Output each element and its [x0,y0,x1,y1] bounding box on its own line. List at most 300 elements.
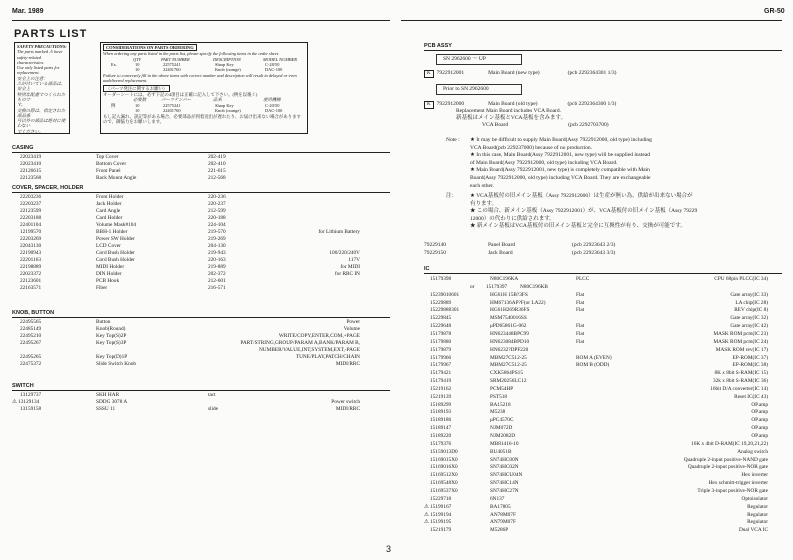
section-title: KNOB, BUTTON [12,310,55,316]
jp-note-line: 12000）の代わりに供給されます。 [470,215,555,222]
order-table-jp [103,97,305,114]
ic-row [424,276,782,282]
ic-part-number: 15169548X0 [430,480,458,487]
part-number: 22043130 [20,243,42,249]
board-row [424,242,615,249]
part-remark: TUNE/PLAY,PATCH/CHAIN [295,354,360,360]
ic-part-number: 15169015X0 [430,456,458,463]
ic-part-number: 15159013D0 [430,448,458,455]
part-description: SKH HAR [96,392,120,398]
note-line: Board(Assy 7922912000, old type) including VCA Board. They are exchangeable [470,175,651,181]
ic-function: EP-ROM(IC 38) [732,362,768,369]
part-description: Key Top(D)1P [96,354,128,360]
ic-row [424,417,782,423]
order-intro: When ordering any parts listed in the parts list, please specify the following items in the order sheet. [103,51,280,57]
order-table-en [103,57,305,74]
part-remark: MIDI/RRC [335,406,360,412]
ic-row [424,292,782,298]
ic-function: Gate array(IC 42) [730,323,768,330]
order-cell-jp: Sharp Key [215,102,234,108]
part-remark: for Lithium Battery [318,229,360,235]
ic-function: MASK ROM pcm(IC 24) [713,338,768,345]
ic-package: ROM A (EVEN) [576,354,612,361]
serial-box-up: SN 2962600 ～ UP [436,54,522,65]
ic-or: or [470,283,475,290]
ic-name: HN623448BPC99 [490,330,529,337]
ic-part-number: 15229718 [430,495,452,502]
part-number: 22475372 [20,361,42,367]
part-code: 220-237 [208,201,226,207]
ic-function: Analog switch [737,448,768,455]
ic-row [424,504,782,510]
ic-name: PST518 [490,393,508,400]
order-title: CONSIDERATIONS ON PARTS ORDERING [103,44,197,51]
part-remark: PART/STRING,GROUP/PARAM A,BANK/PARAM B, [240,340,360,346]
part-number: 22495265 [20,354,42,360]
ic-function: OP.amp [751,409,768,416]
ic-name: CXK5864PS15 [490,370,523,377]
part-code: tact [208,392,216,398]
part-description: Key Top(S)2P [96,333,127,339]
parts-row [12,222,390,228]
order-col-en: QTY [133,56,142,62]
order-col-jp: パーツナンバー [161,97,192,103]
order-cell-jp: 10 [135,102,140,108]
ic-function: Reset IC(IC 43) [734,393,768,400]
replacement-note: 新基板はメイン基板とVCA基板を含みます。 [456,115,567,121]
ic-row [424,315,782,321]
ic-row [424,519,782,525]
parts-row [12,208,390,214]
order-cell-jp: 10 [135,107,140,113]
order-col-en: PART NUMBER [161,56,190,62]
board-code: 79229140 [424,242,446,248]
jp-note-line: ★ この場合、新メイン基板（Assy 7922912001）が、VCA基板付の旧メイン基板（Assy 79229 [470,208,698,215]
section-rule [12,317,390,318]
parts-row [12,392,390,398]
board-name: Main Board (new type) [488,70,540,76]
order-jp-title: 〈パーツ発注に関するお願い〉 [103,85,170,92]
ic-name: MBM27C512-25 [490,362,527,369]
part-description: Cord Bush Holder [96,250,135,256]
jp-note-line: ★ VCA基板付の旧メイン基板（Assy 7922912000）は生産が無い為、供給が出来ない場合が [470,193,693,199]
part-number: 22126615 [20,168,42,174]
order-cell-en: 22401760 [163,67,181,73]
ic-row [424,512,782,518]
ic-function: Quadruple 2-input positive-NAND gate [683,456,768,463]
order-cell-en: 10 [135,67,140,73]
ic-name: SRM20256LC12 [490,378,527,385]
order-col-jp: 必要数 [133,97,147,103]
ic-row [424,284,782,290]
part-code: 202-419 [208,154,226,160]
order-cell-jp: Knob (orange) [215,107,241,113]
ic-part-number: 15179880 [430,338,452,345]
part-code: 212-601 [208,278,226,284]
ic-part-number: 15169016X0 [430,464,458,471]
part-description: Jack Holder [96,201,122,207]
ic-row [424,347,782,353]
ic-package: ROM B (ODD) [576,362,610,369]
part-number: ⚠ 13129134 [12,399,40,405]
board-row [424,250,615,257]
ic-row [424,394,782,400]
board-code: 79229150 [424,250,446,256]
ic-part-number: 15179419 [430,378,452,385]
page-number: 3 [386,544,392,554]
ic-row [424,441,782,447]
ic-function: EP-ROM(IC 37) [732,354,768,361]
part-description: Volume Mask#104 [96,222,137,228]
safety-line: The parts marked ⚠ have [17,49,63,55]
order-col-en: DESCRIPTION [213,56,241,62]
ic-name: M5286P [490,527,509,534]
part-number: 22123601 [20,278,42,284]
ic-name: HN6232?DPF220 [490,346,529,353]
part-number: 22201163 [20,257,41,263]
ic-package: Flat [576,330,585,337]
safety-line: 安全上の注意： [17,75,48,81]
part-number: 22198889 [20,264,42,270]
ic-part-number: 15179421 [430,370,452,377]
board-name: VCA Board [482,122,509,128]
part-description: Front Panel [96,168,121,174]
ic-row [424,457,782,463]
ic-function: 8K x 8bit S-RAM(IC 15) [714,370,768,377]
parts-row [12,333,390,339]
parts-row [12,319,390,325]
parts-row [12,201,390,207]
parts-row [12,257,390,263]
ic-part-number: 15179967 [430,362,452,369]
part-description: MIDI Holder [96,264,125,270]
ic-function: REV chip(IC 8) [734,307,768,314]
page-title: PARTS LIST [14,28,88,40]
parts-row [12,354,390,360]
section-title: CASING [12,145,34,151]
part-number: 22401104 [20,222,41,228]
doc-date: Mar. 1989 [12,8,44,15]
board-ref: (pcb 2292364300 1/3) [567,101,617,107]
replacement-note: Replacement Main Board includes VCA Board. [456,108,561,114]
ic-part-number: 15189193 [430,409,452,416]
part-description: Slide Switch Knob [96,361,137,367]
ic-name: μPC4570C [490,417,514,424]
ic-name: NJM2082D [490,433,516,439]
part-number: 22495267 [20,340,42,346]
ic-part-number: ⚠ 15199167 [424,503,452,510]
part-remark: Power switch [331,399,360,405]
section-rule [12,152,390,153]
ic-function: Gate array(IC 33) [730,291,768,298]
parts-row [12,399,390,405]
ic-row [424,386,782,392]
part-description: LCD Cover [96,243,121,249]
ic-part-number: 15189220 [430,433,452,439]
ic-part-number: 15229889 [430,299,452,306]
part-description: BBH-1 Holder [96,229,128,235]
ic-function: 32k x 8bit S-RAM(IC 36) [712,378,768,385]
order-failure: Failure to conversely fill in the above items with correct number and description will result in delayed or even undelivered replacement. [103,73,297,84]
ic-function: Triple 3-input positive-NOR gate [697,487,768,494]
parts-row [12,161,390,167]
ic-name: BA17805 [490,503,511,510]
ic-row [424,300,782,306]
part-number: 22163571 [20,285,42,291]
ic-title: IC [424,266,430,272]
ic-row [424,488,782,494]
note-line: ★ It may be difficult to supply Main Board(Assy 7922912000, old type) including [470,137,652,143]
ic-row [424,339,782,345]
ic-row [424,527,782,533]
ic-function: MASK ROM pcm(IC 23) [713,330,768,337]
section-rule [12,390,390,391]
parts-row [12,340,390,346]
part-description: Rack Mount Angle [96,175,137,181]
ic-part-number: 15179966 [430,354,452,361]
ic-package: Flat [576,323,585,330]
part-description: Top Cover [96,154,119,160]
parts-row [12,250,390,256]
parts-row [12,406,390,412]
vca-board [482,122,609,129]
ic-name: μPD65861G-062 [490,323,527,330]
ic-rule [424,273,782,274]
part-code: 220-188 [208,215,226,221]
parts-row [12,361,390,367]
part-number: 22190943 [20,250,42,256]
ic-name: SN74HC02N [490,464,519,471]
ic-part-number: 15219139 [430,393,452,400]
ic-part-number: 15189186 [430,417,452,424]
ic-name: AN79M07F [490,519,516,526]
ic-row [424,307,782,313]
parts-row [12,271,390,277]
ic-name: PCM54HP [490,385,514,392]
part-number: 13129737 [20,392,42,398]
safety-text [17,44,67,134]
ic-name: HM67136AP?F(or LA22) [490,299,546,306]
part-remark: for MIDI [340,264,360,270]
jp-note-line: ★ 新メイン基板はVCA基板付の旧メイン基板と完全に互換性が有り、交換が可能です。 [470,223,686,230]
part-remark: Volume [343,326,360,332]
header-rule-right [401,20,782,21]
ic-name: BA15218 [490,401,511,408]
order-cell-en: 10 [135,61,140,67]
ic-name: MSM7540016SS [490,315,527,322]
jp-note-label: 注： [446,193,458,199]
ic-function: Dual VCA IC [738,527,768,534]
ic-package: PLCC [576,276,590,282]
part-remark: NUMBER/VALUE,INT,SYSTEM,EXT,-PAGE [258,347,360,353]
part-number: 22485149 [20,326,42,332]
ic-row [424,323,782,329]
part-remark: WRITE/COPY,ENTER,COM,+PAGE [278,333,360,339]
part-number: 22203237 [20,201,42,207]
order-cell-jp: 22575241 [163,102,181,108]
k-tag: K [424,101,434,109]
part-description: Bottom Cover [96,161,127,167]
note-line: ★ In this case, Main Board(Assy 7922912001, new type) will be supplied instead [470,152,650,159]
part-number: 22203236 [20,194,42,200]
order-col-jp: 品名 [213,97,222,103]
safety-line: safety-related characteristics. [17,54,45,65]
note-line: ★ Main Board(Assy 7922912001, new type) is completely compatible with Main [470,167,650,174]
part-code: slide [208,406,219,412]
ic-part-number: 15179376 [430,440,452,447]
note-line: of Main Board(Assy 7922912000, old type) including VCA Board. [470,159,618,166]
part-description: Fiber [96,285,108,291]
part-code: 224-104 [208,222,226,228]
ic-name: AN78M07F [490,511,516,518]
part-description: Knob(Round) [96,326,126,332]
main-board-new [424,70,617,78]
ic-name: N80C196KB [520,283,548,290]
order-cell-jp: DAC-100 [265,107,283,113]
ic-function: 16K x 4bit D-RAM(IC 19,20,21,22) [691,440,768,447]
board-ref: (pcb 2292703700) [568,122,609,128]
part-description: Power SW Holder [96,236,135,242]
note-line: each other. [470,182,494,189]
ic-function: Quadruple 2-input positive-NOR gate [687,464,768,471]
ic-part-number: 15239010601 [430,291,460,298]
ic-part-number: 15179397 [486,283,508,290]
part-number: 12199570 [20,229,42,235]
part-description: SDDG 3078 A [96,399,128,405]
part-code: 219-269 [208,236,226,242]
safety-line: でください。 [17,128,44,134]
safety-line: replacement. [17,70,40,76]
parts-row [12,215,390,221]
board-ref: (pcb 2292364301 1/3) [567,70,617,76]
order-ex-label: Ex. [111,61,117,67]
parts-row [12,154,390,160]
part-code: 219-943 [208,250,226,256]
ordering-text [103,44,305,125]
pcb-title: PCB ASSY [424,43,452,49]
ic-package: Flat [576,299,585,306]
ic-package: Flat [576,307,585,314]
parts-row [12,168,390,174]
ic-function: CPU 68pin PLCC(IC 34) [714,276,768,282]
ic-function: Regulator [747,519,768,526]
ic-name: SN74HC00N [490,456,519,463]
ic-name: BU4051B [490,448,512,455]
ic-part-number: ⚠ 15199194 [424,511,452,518]
part-number: 22203269 [20,236,42,242]
ic-name: MBM27C512-25 [490,354,527,361]
jp-note-line: 有ります。 [470,200,498,207]
ic-function: Hex inverter [741,472,768,479]
part-number: 22123568 [20,175,42,181]
ic-part-number: 15169537X0 [430,487,458,494]
parts-row [12,285,390,291]
order-col-en: MODEL NUMBER [263,56,297,62]
order-cell-en: 22575241 [163,61,181,67]
part-code: 212-568 [208,175,226,181]
parts-row [12,236,390,242]
part-description: Card Angle [96,208,121,214]
part-remark: for RRC IN [334,271,360,277]
order-cell-jp: 22401760 [163,107,181,113]
ic-name: MB81416-10 [490,440,519,447]
order-ex-label: 例 [111,102,116,108]
ic-part-number: 15219162 [430,385,452,392]
ic-package: Flat [576,291,585,298]
part-code: 219-570 [208,229,226,235]
order-cell-en: DAC-100 [265,67,283,73]
ic-name: SN74HC14N [490,480,519,487]
parts-row [12,264,390,270]
ic-row [424,433,782,439]
order-cell-jp: C-20/50 [265,102,280,108]
section-title: COVER, SPACER, HOLDER [12,185,84,191]
safety-line: 特別な配慮でつくられたもので [17,91,66,102]
part-description: Front Holder [96,194,124,200]
ic-row [424,496,782,502]
board-name: Panel Board [488,242,516,248]
ic-part-number: 15229888301 [430,307,460,314]
part-number: 22495565 [20,319,42,325]
part-code: 220-163 [208,257,226,263]
ic-row [424,425,782,431]
parts-row [12,175,390,181]
parts-row [12,347,390,353]
board-code: 7922912001 [436,70,465,76]
part-number: 22495210 [20,333,42,339]
ic-row [424,449,782,455]
part-remark: Power [346,319,360,325]
part-number: 22123599 [20,208,42,214]
part-code: 216-571 [208,285,226,291]
safety-line: す。 [17,102,26,108]
ic-part-number: 15219179 [430,527,452,534]
ic-part-number: 15179879 [430,346,452,353]
ic-name: HN623084BPD10 [490,338,530,345]
board-name: Jack Board [488,250,513,256]
ic-function: OP.amp [751,401,768,408]
ic-name: M5238 [490,409,506,416]
safety-line: 交換の際は、指定された部品番 [17,107,66,118]
ic-function: OP.amp [751,417,768,424]
order-cell-en: Sharp Key [215,61,234,67]
ic-part-number: 15189147 [430,425,452,432]
order-jp-failure: もし記入漏れ、誤記等がある場合、必要部品が到着送出が遅れたり、お届け出来ない場合がありますので、御協力をお願いします。 [103,113,301,125]
ic-function: LA chip(IC 28) [735,299,768,306]
note-line: VCA Board(pcb 229237000) because of no production. [470,144,593,151]
parts-row [12,243,390,249]
section-rule [12,192,390,193]
part-remark: 100/220/240V [329,250,360,256]
part-code: 212-599 [208,208,226,214]
safety-title: SAFETY PRECAUTIONS: [17,44,67,49]
part-code: 219-889 [208,264,226,270]
part-number: 22023410 [20,161,42,167]
ic-row [424,464,782,470]
ic-function: Optoisolator [741,495,768,502]
part-description: Button [96,319,111,325]
ic-part-number: 15189299 [430,401,452,408]
board-name: Main Board (old type) [488,101,538,107]
order-cell-en: Knob (orange) [215,67,241,73]
parts-row [12,229,390,235]
ic-row [424,370,782,376]
part-description: Card Holder [96,215,123,221]
board-ref: (pcb 22923643 2/3) [572,242,616,248]
ic-row [424,362,782,368]
ic-row [424,480,782,486]
part-number: 22203188 [20,215,42,221]
